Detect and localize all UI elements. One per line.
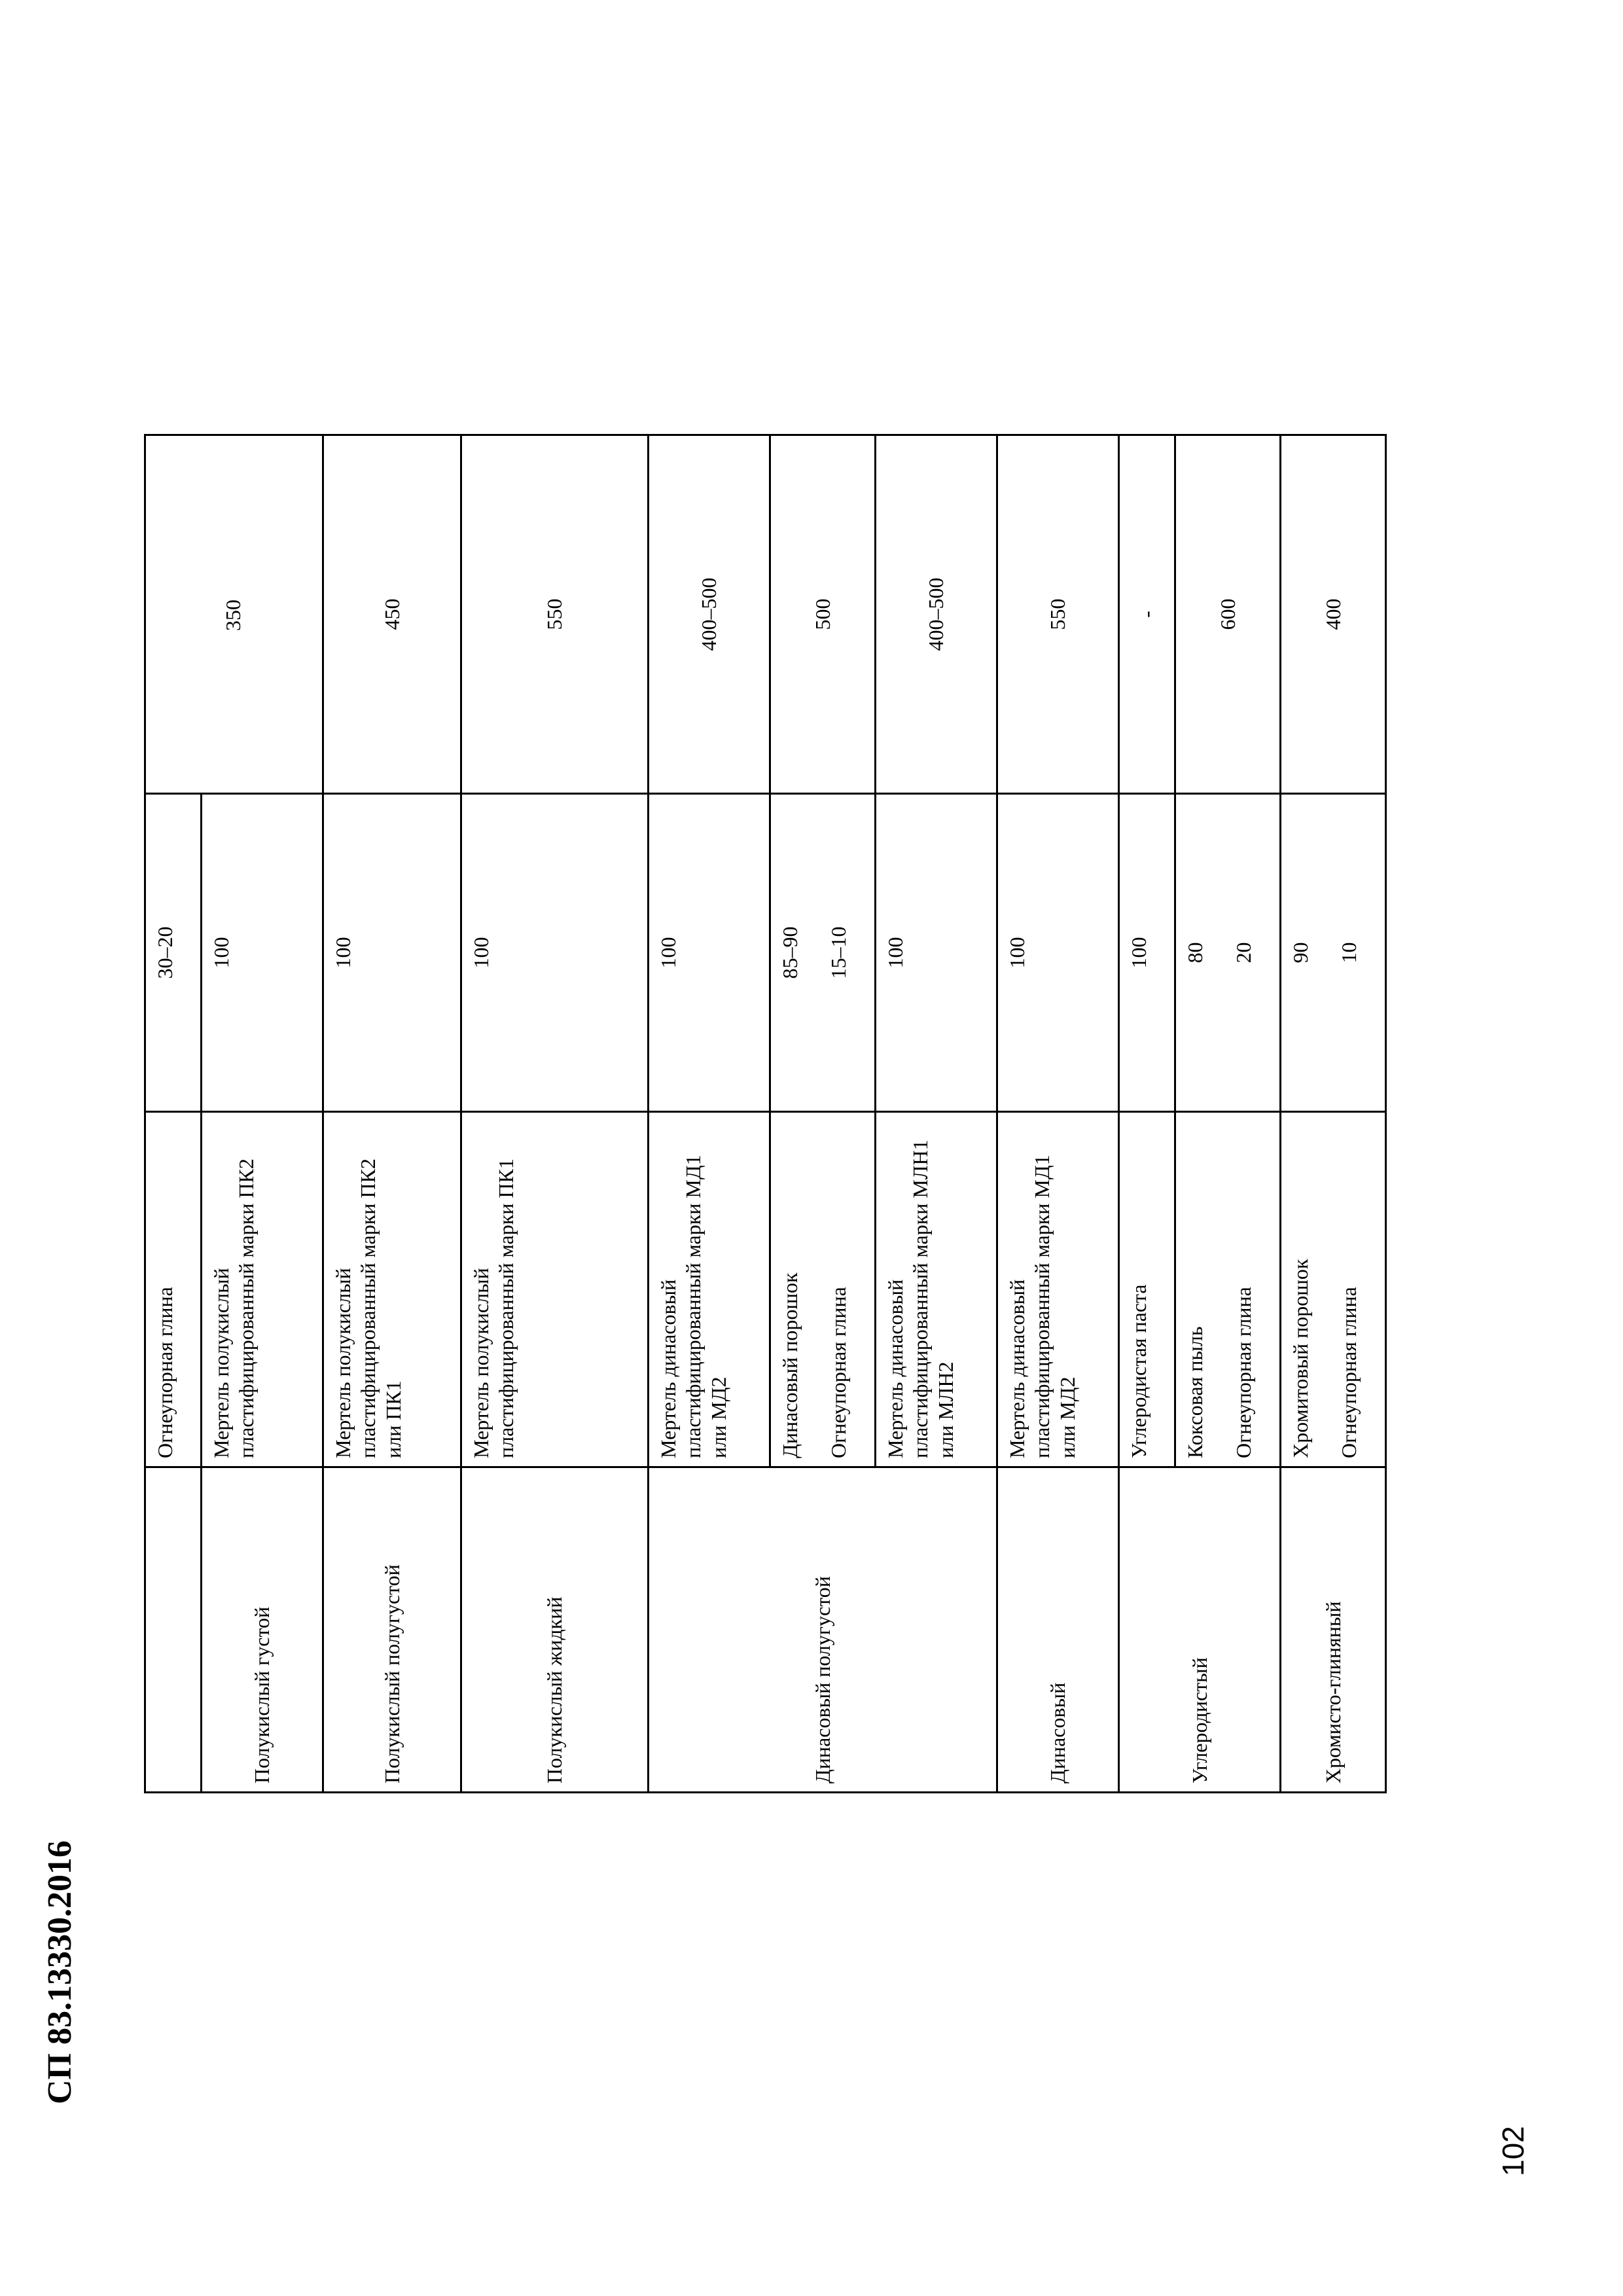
component-line: Огнеупорная глина: [827, 1287, 851, 1458]
document-code: СП 83.13330.2016: [41, 1840, 79, 2104]
cell-component: Углеродистая паста: [1119, 1112, 1175, 1467]
cell-mortar-type: Полукислый полугустой: [323, 1467, 461, 1793]
cell-temp: 400–500: [876, 435, 997, 794]
component-line: Огнеупорная глина: [1337, 1287, 1361, 1458]
cell-mortar-type: Хромисто-глиняный: [1281, 1467, 1386, 1793]
cell-mortar-type: Полукислый жидкий: [461, 1467, 649, 1793]
cell-temp: 450: [323, 435, 461, 794]
cell-share: 100: [461, 794, 649, 1112]
cell-component: Мертель динасовый пластифицированный марки МЛН1 или МЛН2: [876, 1112, 997, 1467]
component-line: Коксовая пыль: [1183, 1326, 1207, 1458]
cell-mortar-type: Динасовый: [997, 1467, 1119, 1793]
table-row: [997, 435, 1119, 1793]
cell-mortar-type: Полукислый густой: [202, 1467, 323, 1793]
table-row: [323, 435, 461, 1793]
table-row: [145, 435, 202, 1793]
cell-temp: 400: [1281, 435, 1386, 794]
table-row: [1119, 435, 1175, 1793]
cell-component: Огнеупорная глина: [145, 1112, 202, 1467]
cell-temp: 400–500: [649, 435, 770, 794]
cell-component: Мертель динасовый пластифицированный марки МД1 или МД2: [997, 1112, 1119, 1467]
cell-mortar-type: Углеродистый: [1119, 1467, 1281, 1793]
cell-share: 30–20: [145, 794, 202, 1112]
table-row: [1281, 435, 1386, 1793]
cell-share: 100: [202, 794, 323, 1112]
cell-share: 100: [997, 794, 1119, 1112]
cell-component: [770, 1112, 876, 1467]
cell-temp: 550: [461, 435, 649, 794]
cell-mortar-type: Динасовый полугустой: [649, 1467, 997, 1793]
cell-share: [1281, 794, 1386, 1112]
mortar-table: [144, 434, 1387, 1793]
cell-empty: [145, 1467, 202, 1793]
cell-share: [1175, 794, 1281, 1112]
share-line: 80: [1183, 942, 1207, 963]
page-number: 102: [1496, 2126, 1530, 2176]
cell-temp: -: [1119, 435, 1175, 794]
cell-share: 100: [876, 794, 997, 1112]
cell-temp: 500: [770, 435, 876, 794]
cell-temp: 550: [997, 435, 1119, 794]
component-line: Огнеупорная глина: [1232, 1287, 1256, 1458]
cell-share: 100: [1119, 794, 1175, 1112]
cell-component: Мертель динасовый пластифицированный марки МД1 или МД2: [649, 1112, 770, 1467]
share-line: 15–10: [827, 926, 851, 979]
cell-share: 100: [323, 794, 461, 1112]
share-line: 10: [1337, 942, 1361, 963]
cell-component: [1281, 1112, 1386, 1467]
cell-temp-r1: 350: [221, 600, 245, 631]
cell-temp: 600: [1175, 435, 1281, 794]
table-row: [461, 435, 649, 1793]
component-line: Хромитовый порошок: [1289, 1259, 1312, 1458]
component-line: Динасовый порошок: [778, 1272, 802, 1458]
share-line: 90: [1289, 942, 1312, 963]
cell-share: [770, 794, 876, 1112]
share-line: 85–90: [778, 926, 802, 979]
table-row: [649, 435, 770, 1793]
cell-component: [1175, 1112, 1281, 1467]
cell-component: Мертель полукислый пластифицированный марки ПК1: [461, 1112, 649, 1467]
cell-component: Мертель полукислый пластифицированный марки ПК2 или ПК1: [323, 1112, 461, 1467]
share-line: 20: [1232, 942, 1256, 963]
cell-component: Мертель полукислый пластифицированный марки ПК2: [202, 1112, 323, 1467]
cell-share: 100: [649, 794, 770, 1112]
